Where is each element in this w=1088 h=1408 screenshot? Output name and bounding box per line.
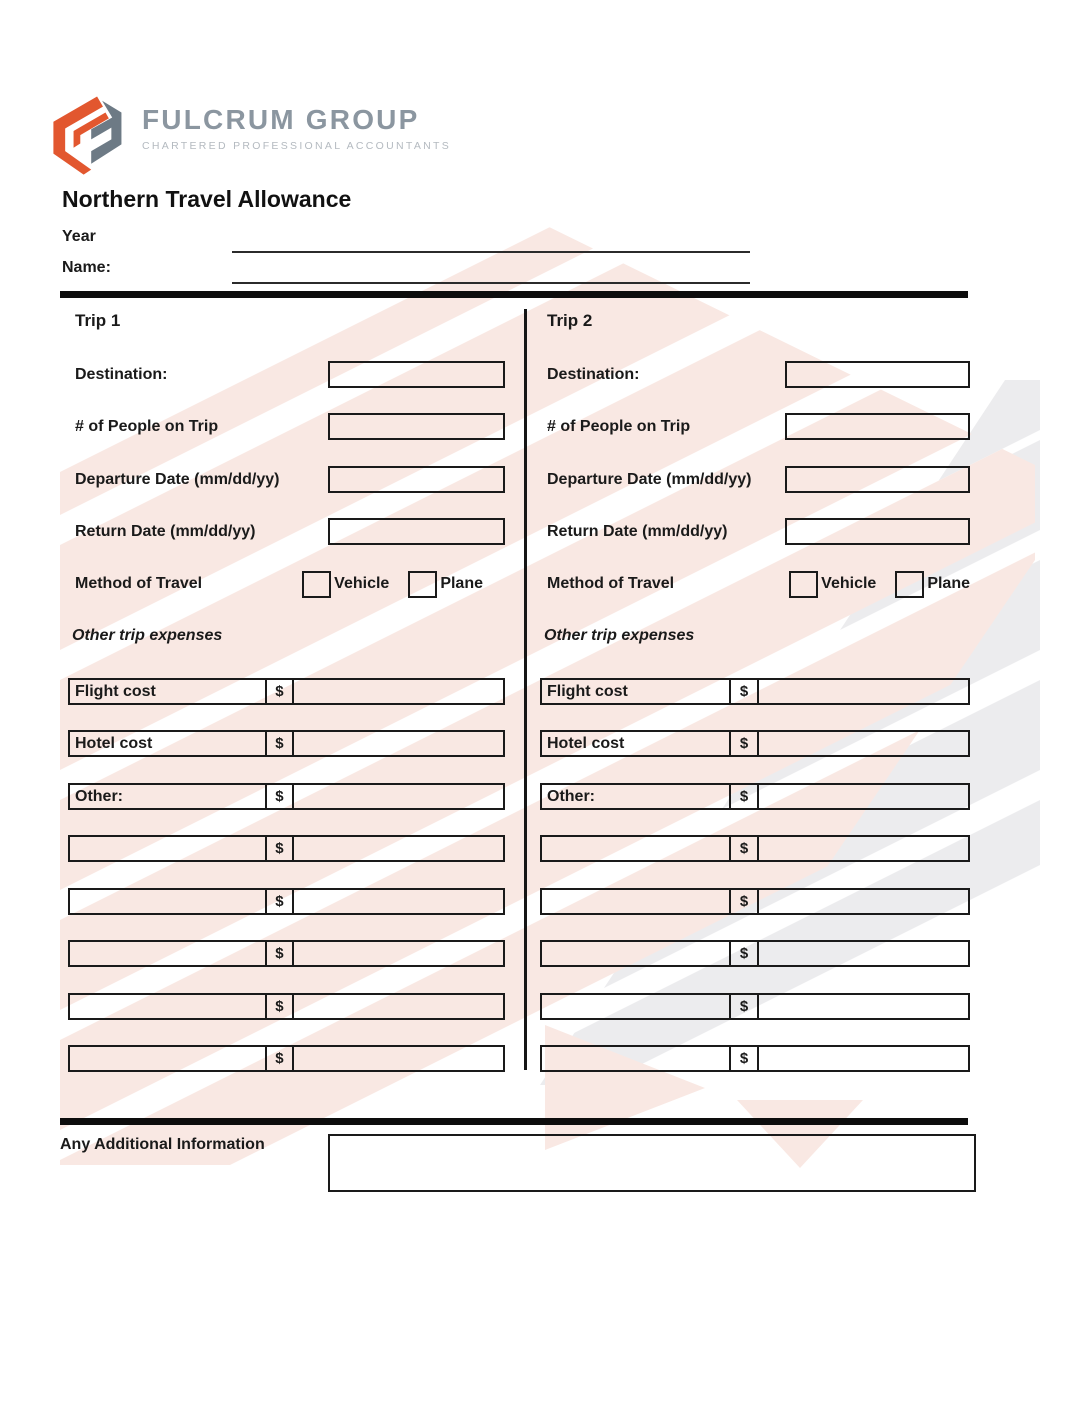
expense-label-cell: Flight cost	[70, 680, 267, 703]
other-expenses-heading: Other trip expenses	[544, 627, 695, 644]
trip2-destination-input[interactable]	[785, 361, 970, 388]
company-tagline: CHARTERED PROFESSIONAL ACCOUNTANTS	[142, 140, 452, 152]
trip2-plane-checkbox[interactable]	[895, 571, 924, 598]
trip-1-heading: Trip 1	[75, 311, 121, 330]
return-field	[547, 518, 970, 545]
expense-row	[540, 678, 970, 705]
trip1-extra-cost-input[interactable]	[294, 995, 503, 1018]
departure-field	[75, 466, 505, 493]
trip1-return-input[interactable]	[328, 518, 505, 545]
method-of-travel-field	[75, 570, 483, 598]
fulcrum-logo-icon	[45, 94, 129, 178]
year-input[interactable]	[232, 228, 750, 253]
dollar-sign: $	[731, 732, 759, 755]
plane-label: Plane	[927, 575, 970, 592]
trip1-extra-cost-input[interactable]	[294, 890, 503, 913]
expense-row	[540, 783, 970, 810]
people-label: # of People on Trip	[547, 417, 691, 435]
expense-row	[68, 940, 505, 967]
expense-label-cell	[542, 890, 731, 913]
trip1-plane-checkbox[interactable]	[408, 571, 437, 598]
expense-label-cell: Other:	[542, 785, 731, 808]
plane-label: Plane	[440, 575, 483, 592]
column-divider	[524, 309, 527, 1070]
expense-row	[68, 783, 505, 810]
additional-info-label: Any Additional Information	[60, 1136, 265, 1153]
trip2-hotel-cost-input[interactable]	[759, 732, 968, 755]
people-label: # of People on Trip	[75, 417, 219, 435]
departure-field	[547, 466, 970, 493]
trip1-destination-input[interactable]	[328, 361, 505, 388]
method-label: Method of Travel	[547, 575, 675, 592]
expense-row	[68, 678, 505, 705]
expense-row	[540, 730, 970, 757]
dollar-sign: $	[731, 785, 759, 808]
expense-label-cell: Other:	[70, 785, 267, 808]
dollar-sign: $	[267, 995, 294, 1018]
expense-label-cell: Flight cost	[542, 680, 731, 703]
method-of-travel-field	[547, 570, 970, 598]
expense-label-cell	[70, 1047, 267, 1070]
additional-info-textarea[interactable]	[328, 1134, 976, 1192]
expense-label-cell	[542, 1047, 731, 1070]
return-label: Return Date (mm/dd/yy)	[547, 522, 728, 540]
expense-label-cell: Hotel cost	[542, 732, 731, 755]
expense-label-cell	[70, 890, 267, 913]
trip2-return-input[interactable]	[785, 518, 970, 545]
return-label: Return Date (mm/dd/yy)	[75, 522, 256, 540]
dollar-sign: $	[267, 1047, 294, 1070]
trip1-other-cost-input[interactable]	[294, 785, 503, 808]
people-field	[547, 413, 970, 440]
destination-field	[75, 361, 505, 388]
trip2-extra-cost-input[interactable]	[759, 942, 968, 965]
destination-label: Destination:	[75, 365, 168, 383]
trip-2-heading: Trip 2	[547, 311, 593, 330]
trip-1-section	[68, 309, 505, 1075]
brand-text	[142, 106, 451, 152]
trip1-extra-cost-input[interactable]	[294, 837, 503, 860]
dollar-sign: $	[731, 890, 759, 913]
destination-field	[547, 361, 970, 388]
destination-label: Destination:	[547, 365, 640, 383]
dollar-sign: $	[267, 942, 294, 965]
expense-row	[68, 888, 505, 915]
expense-label-cell	[542, 942, 731, 965]
dollar-sign: $	[267, 732, 294, 755]
dollar-sign: $	[731, 837, 759, 860]
expense-row	[68, 835, 505, 862]
trip1-people-input[interactable]	[328, 413, 505, 440]
expense-row	[68, 1045, 505, 1072]
trip2-extra-cost-input[interactable]	[759, 1047, 968, 1070]
other-expenses-heading: Other trip expenses	[72, 627, 223, 644]
expense-row	[68, 730, 505, 757]
trip1-departure-input[interactable]	[328, 466, 505, 493]
trip2-other-cost-input[interactable]	[759, 785, 968, 808]
method-options	[302, 571, 483, 598]
dollar-sign: $	[731, 680, 759, 703]
name-label: Name:	[62, 259, 111, 276]
name-input[interactable]	[232, 259, 750, 284]
year-label: Year	[62, 228, 96, 245]
form-title: Northern Travel Allowance	[62, 186, 352, 212]
expense-label-cell	[70, 942, 267, 965]
trip2-flight-cost-input[interactable]	[759, 680, 968, 703]
expense-label-cell	[542, 995, 731, 1018]
dollar-sign: $	[731, 995, 759, 1018]
return-field	[75, 518, 505, 545]
expense-label-cell: Hotel cost	[70, 732, 267, 755]
expense-label-cell	[70, 837, 267, 860]
departure-label: Departure Date (mm/dd/yy)	[75, 470, 280, 488]
trip2-extra-cost-input[interactable]	[759, 837, 968, 860]
trip2-vehicle-checkbox[interactable]	[789, 571, 818, 598]
bottom-rule	[60, 1118, 968, 1125]
trip2-extra-cost-input[interactable]	[759, 995, 968, 1018]
trip2-extra-cost-input[interactable]	[759, 890, 968, 913]
expense-label-cell	[542, 837, 731, 860]
departure-label: Departure Date (mm/dd/yy)	[547, 470, 752, 488]
vehicle-label: Vehicle	[821, 575, 877, 592]
top-rule	[60, 291, 968, 298]
expense-row	[68, 993, 505, 1020]
people-field	[75, 413, 505, 440]
trip1-vehicle-checkbox[interactable]	[302, 571, 331, 598]
company-name: FULCRUM GROUP	[142, 104, 420, 135]
dollar-sign: $	[731, 942, 759, 965]
expense-row	[540, 940, 970, 967]
brand-header	[45, 94, 451, 178]
dollar-sign: $	[267, 680, 294, 703]
method-options	[789, 571, 970, 598]
trip1-flight-cost-input[interactable]	[294, 680, 503, 703]
trip2-people-input[interactable]	[785, 413, 970, 440]
expense-label-cell	[70, 995, 267, 1018]
trip-2-section	[540, 309, 970, 1075]
trip1-extra-cost-input[interactable]	[294, 1047, 503, 1070]
expense-row	[540, 835, 970, 862]
vehicle-label: Vehicle	[334, 575, 390, 592]
trip1-hotel-cost-input[interactable]	[294, 732, 503, 755]
dollar-sign: $	[267, 837, 294, 860]
dollar-sign: $	[267, 890, 294, 913]
dollar-sign: $	[731, 1047, 759, 1070]
dollar-sign: $	[267, 785, 294, 808]
trip1-extra-cost-input[interactable]	[294, 942, 503, 965]
trip2-departure-input[interactable]	[785, 466, 970, 493]
expense-row	[540, 993, 970, 1020]
expense-row	[540, 888, 970, 915]
expense-row	[540, 1045, 970, 1072]
method-label: Method of Travel	[75, 575, 203, 592]
